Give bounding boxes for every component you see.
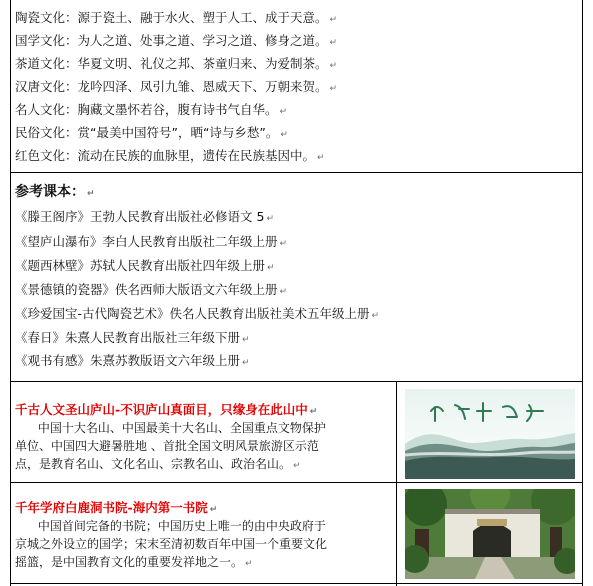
lushan-text-line: 点，是教育名山、文化名山、宗教名山、政治名山。 ↵ bbox=[15, 457, 301, 471]
culture-line-tea: 茶道文化：华夏文明、礼仪之邦、茶童归来、为爱制茶。 ↵ bbox=[15, 56, 338, 71]
textbook-item: 《望庐山瀑布》李白人民教育出版社二年级上册 ↵ bbox=[15, 234, 288, 249]
paragraph-mark-icon: ↵ bbox=[329, 38, 338, 48]
lushan-landscape-image bbox=[405, 389, 575, 479]
paragraph-mark-icon: ↵ bbox=[279, 287, 288, 297]
paragraph-mark-icon: ↵ bbox=[280, 130, 288, 140]
row-divider-1 bbox=[10, 172, 583, 173]
paragraph-mark-icon: ↵ bbox=[329, 84, 338, 94]
culture-line-red: 红色文化：流动在民族的血脉里，遗传在民族基因中。 ↵ bbox=[15, 148, 325, 163]
textbook-item: 《珍爱国宝-古代陶瓷艺术》佚名人民教育出版社美术五年级上册 ↵ bbox=[15, 306, 380, 321]
paragraph-mark-icon: ↵ bbox=[267, 263, 275, 273]
culture-line-celebrity: 名人文化：胸藏文墨怀若谷，腹有诗书气自华。 ↵ bbox=[15, 102, 288, 117]
paragraph-mark-icon: ↵ bbox=[242, 358, 250, 368]
bailudong-title: 千年学府白鹿洞书院-海内第一书院 ↵ bbox=[15, 500, 218, 515]
row-divider-4 bbox=[10, 583, 583, 584]
row-divider-3 bbox=[10, 482, 583, 483]
row-divider-2 bbox=[10, 381, 583, 382]
textbook-item: 《观书有感》朱熹苏教版语文六年级上册 ↵ bbox=[15, 353, 250, 368]
lushan-text-line: 中国十大名山、中国最美十大名山、全国重点文物保护 bbox=[37, 421, 326, 435]
lushan-title: 千古人文圣山庐山-不识庐山真面目，只缘身在此山中 ↵ bbox=[15, 402, 318, 417]
table-border-middle bbox=[396, 381, 397, 586]
textbook-item: 《春日》朱熹人民教育出版社三年级下册 ↵ bbox=[15, 330, 250, 345]
paragraph-mark-icon: ↵ bbox=[317, 153, 325, 163]
bailudong-text-line: 京城之外设立的国学；宋末至清初数百年中国一个重要文化 bbox=[15, 537, 328, 551]
paragraph-mark-icon: ↵ bbox=[293, 461, 301, 471]
textbook-item: 《景德镇的瓷器》佚名西师大版语文六年级上册 ↵ bbox=[15, 282, 288, 297]
culture-line-sinology: 国学文化：为人之道、处事之道、学习之道、修身之道。 ↵ bbox=[15, 33, 338, 48]
paragraph-mark-icon: ↵ bbox=[279, 107, 288, 117]
table-border-left bbox=[10, 0, 11, 586]
paragraph-mark-icon: ↵ bbox=[329, 61, 338, 71]
bailudong-text-line: 中国首间完备的书院；中国历史上唯一的由中央政府于 bbox=[37, 519, 326, 533]
paragraph-mark-icon: ↵ bbox=[309, 407, 318, 417]
textbooks-heading: 参考课本： ↵ bbox=[15, 184, 95, 200]
lushan-text-line: 单位、中国四大避暑胜地 、首批全国文明风景旅游区示范 bbox=[15, 439, 319, 453]
textbook-item: 《滕王阁序》王勃人民教育出版社必修语文 5 ↵ bbox=[15, 209, 274, 224]
culture-line-ceramics: 陶瓷文化：源于瓷土、融于水火、塑于人工、成于天意。 ↵ bbox=[15, 10, 338, 25]
culture-line-folk: 民俗文化：赏“最美中国符号”，晒“诗与乡愁”。 ↵ bbox=[15, 125, 288, 140]
paragraph-mark-icon: ↵ bbox=[371, 311, 380, 321]
textbook-item: 《题西林壁》苏轼人民教育出版社四年级上册 ↵ bbox=[15, 258, 275, 273]
bailudong-text-line: 摇篮，是中国教育文化的重要发祥地之一。 ↵ bbox=[15, 555, 253, 569]
paragraph-mark-icon: ↵ bbox=[279, 239, 288, 249]
paragraph-mark-icon: ↵ bbox=[209, 505, 218, 515]
culture-line-han-tang: 汉唐文化：龙吟四泽、凤引九雏、恩威天下、万朝来贺。 ↵ bbox=[15, 79, 338, 94]
bailudong-academy-image bbox=[405, 489, 575, 579]
paragraph-mark-icon: ↵ bbox=[87, 189, 95, 199]
paragraph-mark-icon: ↵ bbox=[266, 214, 274, 224]
paragraph-mark-icon: ↵ bbox=[245, 559, 253, 569]
table-border-right bbox=[582, 0, 583, 586]
paragraph-mark-icon: ↵ bbox=[329, 15, 338, 25]
paragraph-mark-icon: ↵ bbox=[242, 335, 250, 345]
